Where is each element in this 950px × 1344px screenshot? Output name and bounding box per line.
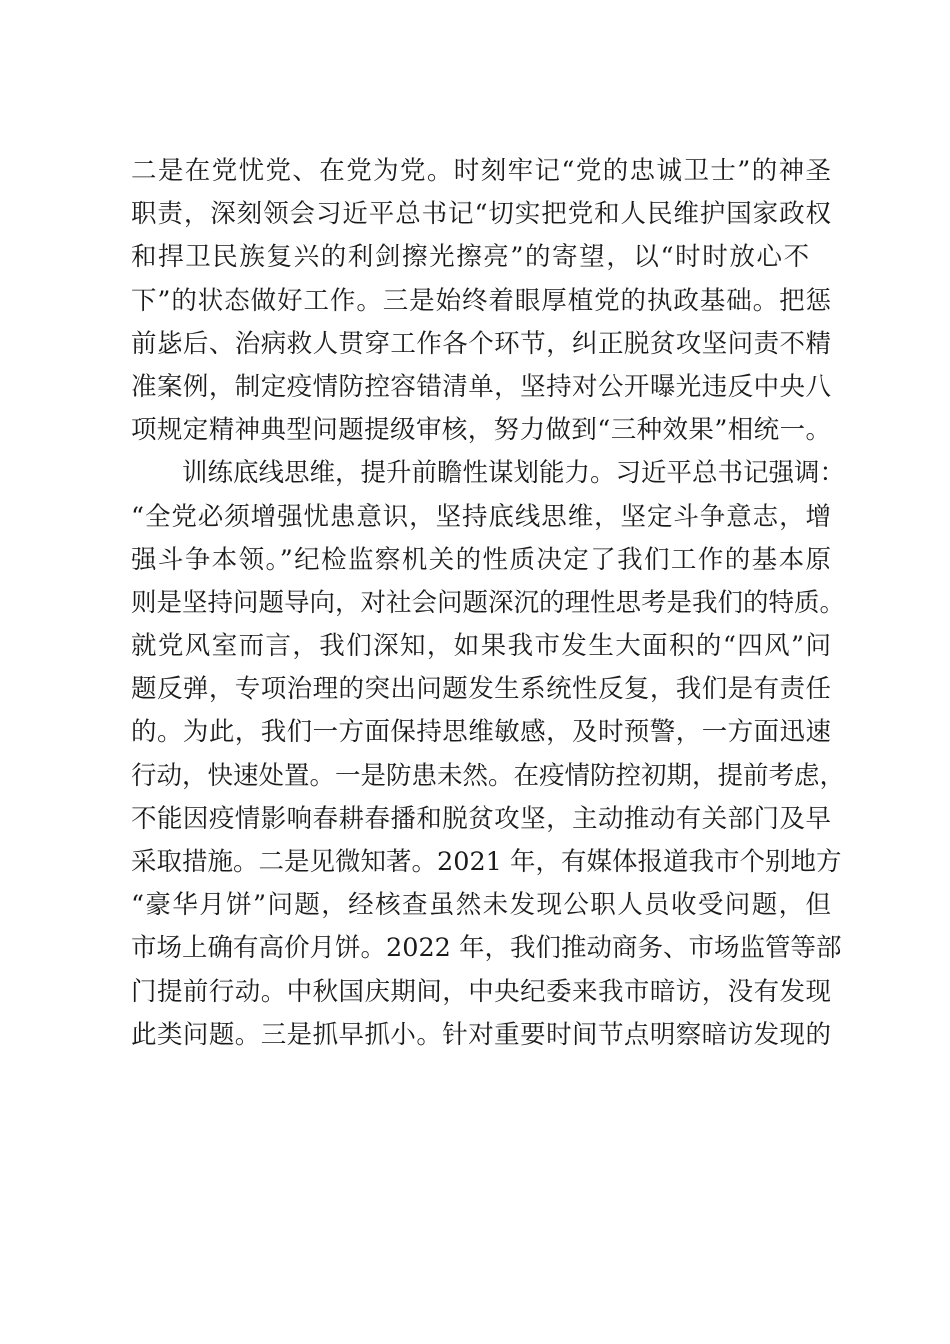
text-line: “全党必须增强忧患意识，坚持底线思维，坚定斗争意志，增	[131, 501, 831, 532]
text-line: 此类问题。三是抓早抓小。针对重要时间节点明察暗访发现的	[131, 1019, 831, 1050]
text-line: 采取措施。二是见微知著。2021 年，有媒体报道我市个别地方	[131, 847, 842, 877]
text-line: “豪华月饼”问题，经核查虽然未发现公职人员收受问题，但	[131, 890, 831, 921]
text-line: 下”的状态做好工作。三是始终着眼厚植党的执政基础。把惩	[131, 285, 831, 316]
text-line: 不能因疫情影响春耕春播和脱贫攻坚，主动推动有关部门及早	[131, 803, 831, 834]
text-line: 前毖后、治病救人贯穿工作各个环节，纠正脱贫攻坚问责不精	[131, 328, 831, 359]
text-line: 训练底线思维，提升前瞻性谋划能力。习近平总书记强调：	[182, 458, 846, 489]
text-line: 的。为此，我们一方面保持思维敏感，及时预警，一方面迅速	[131, 717, 831, 748]
text-line: 则是坚持问题导向，对社会问题深沉的理性思考是我们的特质。	[131, 587, 846, 618]
text-line: 和捍卫民族复兴的利剑擦光擦亮”的寄望，以“时时放心不	[131, 242, 811, 273]
body-text	[131, 150, 846, 1057]
text-line: 行动，快速处置。一是防患未然。在疫情防控初期，提前考虑，	[131, 760, 846, 791]
text-line: 准案例，制定疫情防控容错清单，坚持对公开曝光违反中央八	[131, 371, 831, 402]
text-line: 项规定精神典型问题提级审核，努力做到“三种效果”相统一。	[131, 415, 831, 446]
text-line: 就党风室而言，我们深知，如果我市发生大面积的“四风”问	[131, 631, 831, 662]
text-line: 职责，深刻领会习近平总书记“切实把党和人民维护国家政权	[131, 199, 831, 230]
text-line: 市场上确有高价月饼。2022 年，我们推动商务、市场监管等部	[131, 933, 842, 964]
text-line: 题反弹，专项治理的突出问题发生系统性反复，我们是有责任	[131, 674, 831, 705]
text-line: 门提前行动。中秋国庆期间，中央纪委来我市暗访，没有发现	[131, 976, 831, 1007]
text-line: 强斗争本领。”纪检监察机关的性质决定了我们工作的基本原	[131, 544, 831, 575]
text-line: 二是在党忧党、在党为党。时刻牢记“党的忠诚卫士”的神圣	[131, 156, 831, 186]
